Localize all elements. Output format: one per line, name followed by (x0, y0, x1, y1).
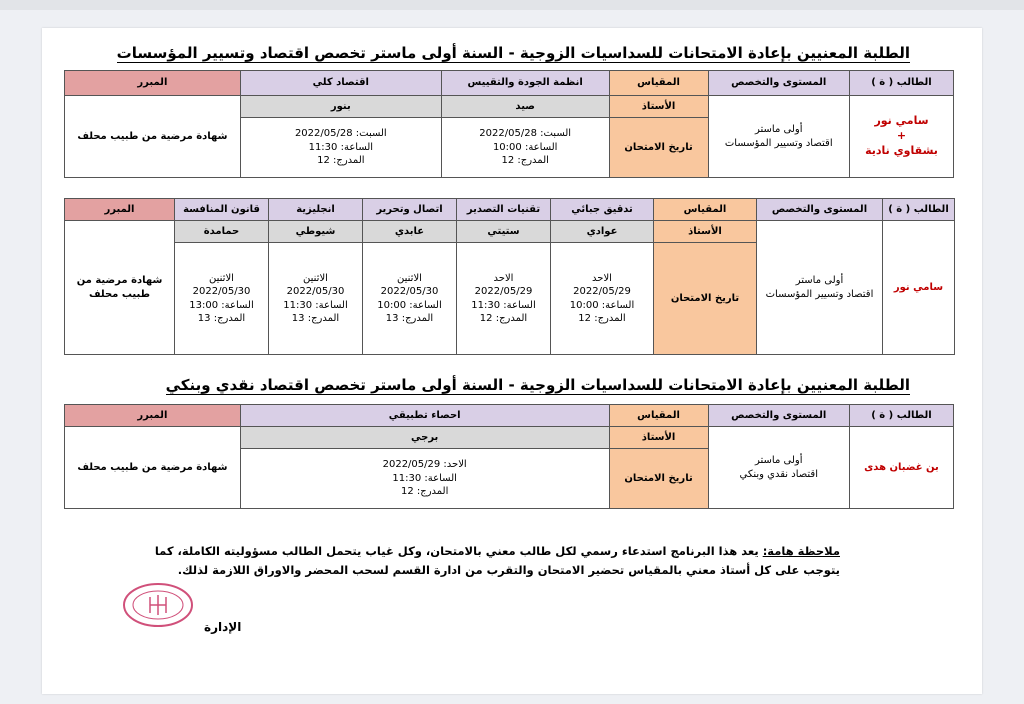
professor-name: برجي (240, 427, 609, 449)
header-student: الطالب ( ة ) (883, 199, 955, 221)
module-name: انجليزية (269, 199, 363, 221)
note-label: ملاحظة هامة: (762, 544, 840, 558)
professor-name: حمامدة (175, 221, 269, 243)
module-name: انظمة الجودة والتقييس (441, 71, 609, 96)
justification-text: شهادة مرضية من طبيب محلف (65, 221, 175, 355)
exam-date: الاحد: 2022/05/29 (382, 459, 467, 471)
professor-name: ستيتي (457, 221, 551, 243)
module-name: قانون المنافسة (175, 199, 269, 221)
level-year: أولى ماستر (795, 275, 844, 286)
student-name: بن غضبان هدى (849, 427, 953, 509)
exam-day: الاحد (493, 272, 514, 284)
table-management-group (64, 70, 954, 178)
exam-room: المدرج: 12 (479, 313, 528, 324)
level-specialty: اقتصاد وتسيير المؤسسات (724, 137, 833, 149)
exam-date: 2022/05/29 (573, 286, 631, 297)
level-specialty: اقتصاد نقدي وبنكي (739, 468, 818, 480)
module-name: احصاء تطبيقي (240, 405, 609, 427)
exam-date: 2022/05/29 (474, 286, 533, 297)
justification-text: شهادة مرضية من طبيب محلف (65, 427, 241, 509)
level-specialty: اقتصاد وتسيير المؤسسات (765, 288, 874, 300)
exam-date: السبت: 2022/05/28 (479, 128, 572, 140)
exam-room: المدرج: 13 (385, 313, 434, 324)
exam-room: المدرج: 12 (317, 155, 365, 167)
header-professor: الأستاذ (609, 96, 708, 118)
level-cell (708, 427, 849, 509)
exam-info (240, 118, 441, 178)
student-cell (849, 96, 953, 178)
exam-room: المدرج: 12 (501, 155, 549, 167)
header-justification: المبرر (65, 405, 241, 427)
exam-date: 2022/05/30 (380, 286, 439, 297)
exam-room: المدرج: 12 (400, 486, 449, 498)
header-module: المقياس (654, 199, 757, 221)
header-exam-date: تاريخ الامتحان (654, 243, 757, 355)
exam-time: الساعة: 10:00 (569, 299, 635, 311)
exam-day: الاثنين (303, 272, 328, 284)
module-name: تدقيق جبائي (551, 199, 654, 221)
exam-time: الساعة: 10:00 (492, 141, 558, 153)
exam-time: الساعة: 10:00 (377, 299, 442, 311)
exam-info (457, 243, 551, 355)
header-exam-date: تاريخ الامتحان (609, 118, 708, 178)
exam-info (363, 243, 457, 355)
professor-name: عوادي (551, 221, 654, 243)
exam-day: الاثنين (209, 272, 234, 284)
level-cell (757, 221, 883, 355)
title-management: الطلبة المعنيين بإعادة الامتحانات للسداسيات الزوجية - السنة أولى ماستر تخصص اقتصاد وتسيير المؤسسات (116, 44, 910, 62)
exam-info (269, 243, 363, 355)
exam-info (175, 243, 269, 355)
justification-text: شهادة مرضية من طبيب محلف (65, 96, 241, 178)
exam-room: المدرج: 12 (578, 313, 626, 324)
exam-time: الساعة: 11:30 (308, 141, 374, 153)
exam-date: السبت: 2022/05/28 (294, 128, 387, 140)
exam-time: الساعة: 13:00 (189, 299, 254, 311)
administration-label: الإدارة (204, 620, 242, 634)
document-page (42, 28, 982, 694)
exam-date: 2022/05/30 (192, 286, 251, 297)
header-level: المستوى والتخصص (708, 71, 849, 96)
level-year: أولى ماستر (754, 455, 803, 466)
exam-time: الساعة: 11:30 (392, 472, 457, 484)
professor-name: شيوطي (269, 221, 363, 243)
level-year: أولى ماستر (754, 124, 803, 135)
exam-time: الساعة: 11:30 (471, 299, 536, 311)
header-level: المستوى والتخصص (708, 405, 849, 427)
module-name: تقنيات التصدير (457, 199, 551, 221)
professor-name: بنور (240, 96, 441, 118)
exam-day: الاحد (592, 272, 612, 284)
module-name: اتصال وتحرير (363, 199, 457, 221)
professor-name: عابدي (363, 221, 457, 243)
module-name: اقتصاد كلي (240, 71, 441, 96)
exam-info (240, 449, 609, 509)
header-justification: المبرر (65, 199, 175, 221)
header-student: الطالب ( ة ) (849, 405, 953, 427)
header-module: المقياس (609, 71, 708, 96)
exam-info (551, 243, 654, 355)
table-management-student (64, 198, 955, 355)
important-note (120, 542, 840, 580)
exam-info (441, 118, 609, 178)
header-professor: الأستاذ (609, 427, 708, 449)
student-name: سامي نور (874, 114, 929, 128)
header-module: المقياس (609, 405, 708, 427)
exam-room: المدرج: 13 (197, 313, 246, 324)
exam-date: 2022/05/30 (286, 286, 345, 297)
header-level: المستوى والتخصص (757, 199, 883, 221)
student-name: بشقاوي نادية (865, 143, 938, 157)
university-stamp-icon (122, 582, 194, 628)
plus-sign: + (896, 129, 907, 143)
exam-time: الساعة: 11:30 (283, 299, 348, 311)
title-monetary: الطلبة المعنيين بإعادة الامتحانات للسداسيات الزوجية - السنة أولى ماستر تخصص اقتصاد نقدي وبنكي (165, 376, 910, 394)
header-student: الطالب ( ة ) (849, 71, 953, 96)
header-professor: الأستاذ (654, 221, 757, 243)
exam-day: الاثنين (397, 272, 422, 284)
top-bar (0, 0, 1024, 10)
exam-room: المدرج: 13 (291, 313, 340, 324)
header-justification: المبرر (65, 71, 241, 96)
level-cell (708, 96, 849, 178)
student-name: سامي نور (883, 221, 955, 355)
table-monetary (64, 404, 954, 509)
professor-name: صيد (441, 96, 609, 118)
note-text: يعد هذا البرنامج استدعاء رسمي لكل طالب معني بالامتحان، وكل غياب يتحمل الطالب مسؤوليته الكاملة، كما يتوجب على كل أستاذ معني بالمقياس تحضير الامتحان والتقرب من ادارة القسم لسحب المحضر والاوراق اللازمة لذلك. (154, 544, 840, 577)
header-exam-date: تاريخ الامتحان (609, 449, 708, 509)
